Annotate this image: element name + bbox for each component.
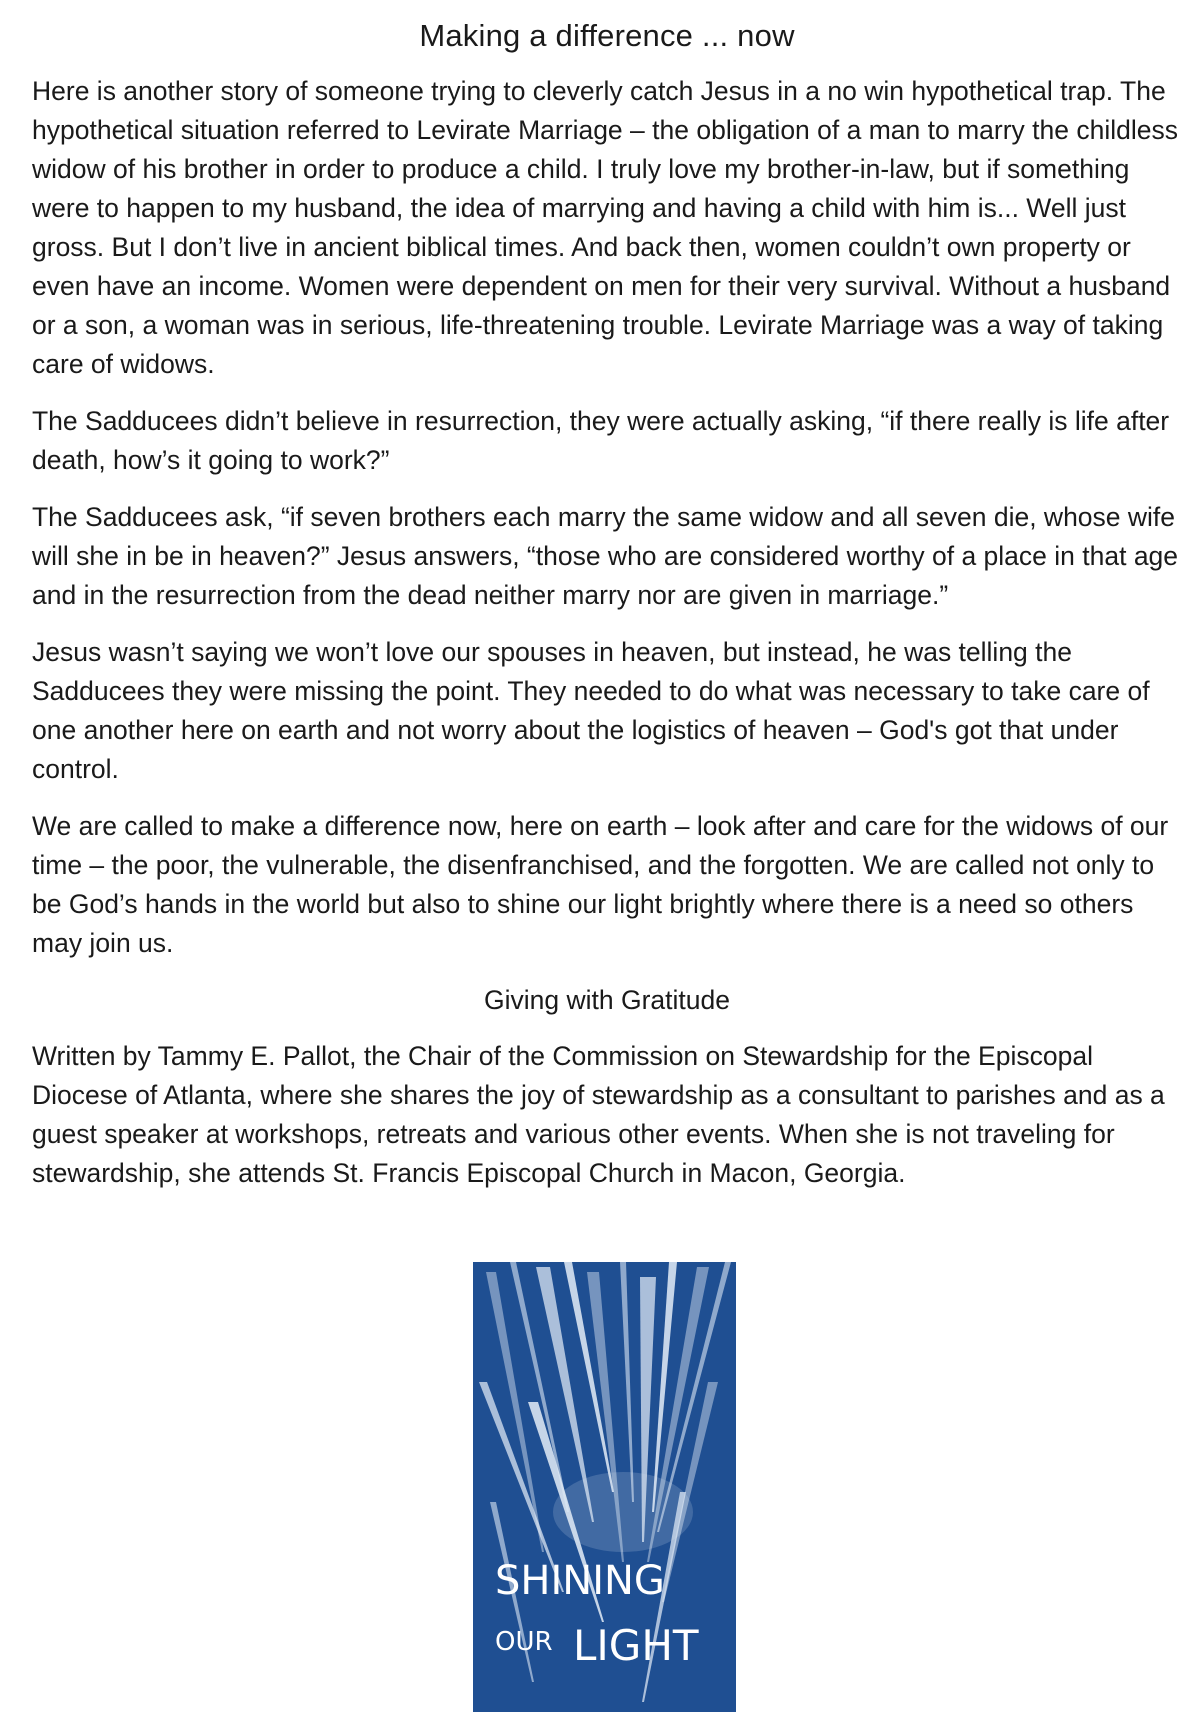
paragraph-sadducees-resurrection: The Sadducees didn’t believe in resurrection, they were actually asking, “if there really is life after death, how’s it going to work?”	[32, 406, 1170, 475]
section-heading: Giving with Gratitude	[484, 985, 730, 1015]
page-title: Making a difference ... now	[419, 18, 795, 53]
logo-text-shining: SHINING	[495, 1558, 665, 1604]
paragraph-seven-brothers: The Sadducees ask, “if seven brothers each marry the same widow and all seven die, whose wife will she in be in heaven?” Jesus answers, “those who are considered worthy of a place in that age and in the resurrection from the dead neither marry nor are given in marriage.”	[32, 502, 1179, 610]
paragraph-missing-the-point: Jesus wasn’t saying we won’t love our spouses in heaven, but instead, he was telling the Sadducees they were missing the point. They needed to do what was necessary to take care of one another here on earth and not worry about the logistics of heaven – God's got that under control.	[32, 637, 1150, 784]
paragraph-make-a-difference: We are called to make a difference now, here on earth – look after and care for the widows of our time – the poor, the vulnerable, the disenfranchised, and the forgotten. We are called not only to be God’s hands in the world but also to shine our light brightly where there is a need so others may join us.	[32, 811, 1169, 958]
paragraph-levirate-marriage: Here is another story of someone trying to cleverly catch Jesus in a no win hypothetical trap. The hypothetical situation referred to Levirate Marriage – the obligation of a man to marry the childless widow of his brother in order to produce a child. I truly love my brother-in-law, but if something were to happen to my husband, the idea of marrying and having a child with him is... Well just gross. But I don’t live in ancient biblical times. And back then, women couldn’t own property or even have an income. Women were dependent on men for their very survival. Without a husband or a son, a woman was in serious, life-threatening trouble. Levirate Marriage was a way of taking care of widows.	[32, 76, 1178, 379]
light-glow	[553, 1472, 693, 1552]
logo-text-light: LIGHT	[573, 1621, 699, 1670]
logo-text-our: OUR	[495, 1627, 553, 1657]
logo-artwork	[473, 1262, 736, 1712]
author-byline: Written by Tammy E. Pallot, the Chair of the Commission on Stewardship for the Episcopal Diocese of Atlanta, where she shares the joy of stewardship as a consultant to parishes and as a guest speaker at workshops, retreats and various other events. When she is not traveling for stewardship, she attends St. Francis Episcopal Church in Macon, Georgia.	[32, 1041, 1165, 1188]
shining-our-light-logo	[473, 1262, 736, 1712]
